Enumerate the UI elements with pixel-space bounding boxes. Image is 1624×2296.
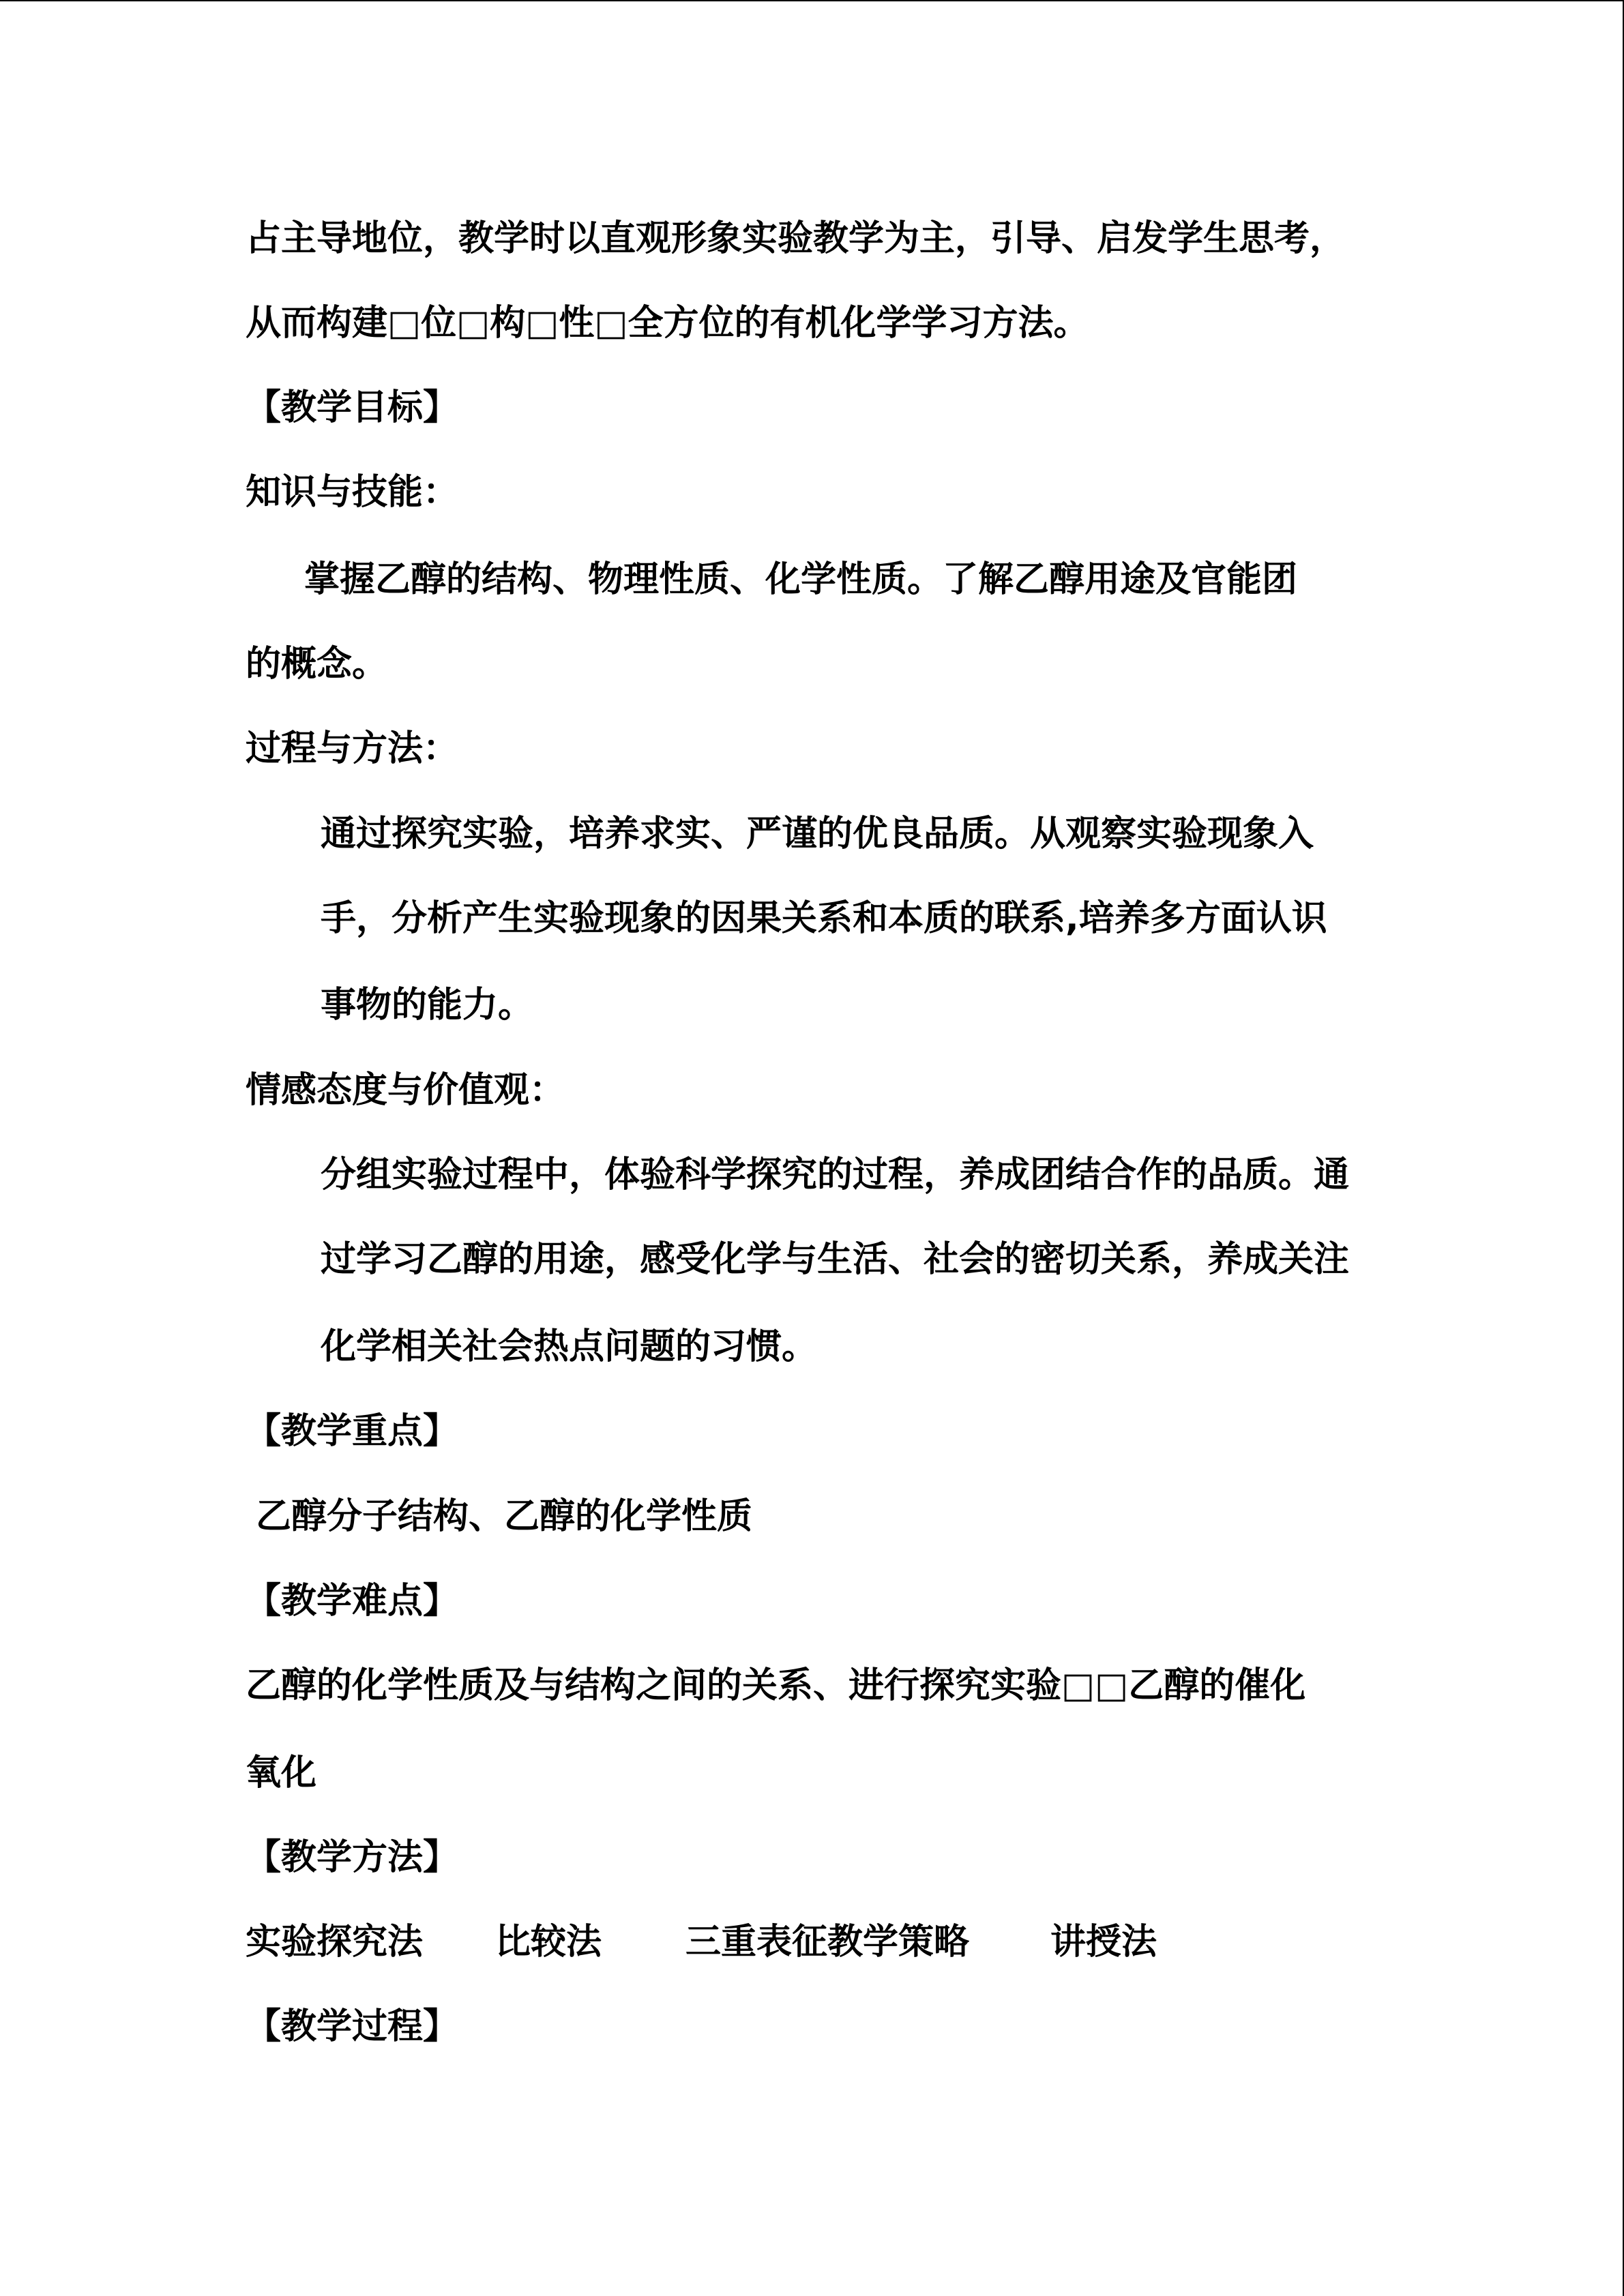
key-points-content: 乙醇分子结构、乙醇的化学性质 [256,1496,753,1537]
methods-heading: 【教学方法】 [246,1837,459,1878]
intro-line-2: 从而构建□位□构□性□全方位的有机化学学习方法。 [246,303,1089,344]
method-item: 讲授法 [1050,1922,1157,1963]
emotion-line-3: 化学相关社会热点问题的习惯。 [321,1326,818,1367]
difficulties-line-1: 乙醇的化学性质及与结构之间的关系、进行探究实验□□乙醇的催化 [246,1665,1306,1706]
process-line-1: 通过探究实验，培养求实、严谨的优良品质。从观察实验现象入 [321,814,1314,854]
teaching-process-heading: 【教学过程】 [246,2006,459,2047]
method-item: 比较法 [495,1922,602,1963]
method-item: 三重表征教学策略 [685,1922,970,1963]
teaching-goals-heading: 【教学目标】 [246,387,459,428]
difficulties-heading: 【教学难点】 [246,1581,459,1622]
emotion-line-2: 过学习乙醇的用途，感受化学与生活、社会的密切关系，养成关注 [321,1239,1350,1280]
knowledge-line-2: 的概念。 [246,644,388,685]
knowledge-line-1: 掌握乙醇的结构、物理性质、化学性质。了解乙醇用途及官能团 [304,559,1298,600]
process-line-3: 事物的能力。 [321,985,534,1026]
process-line-2: 手，分析产生实验现象的因果关系和本质的联系,培养多方面认识 [321,898,1327,939]
emotion-line-1: 分组实验过程中，体验科学探究的过程，养成团结合作的品质。通 [321,1154,1350,1195]
difficulties-line-2: 氧化 [246,1753,317,1793]
emotion-values-label: 情感态度与价值观： [246,1070,565,1111]
process-methods-label: 过程与方法： [246,728,459,769]
method-item: 实验探究法 [246,1922,424,1963]
knowledge-skills-label: 知识与技能： [246,472,459,513]
key-points-heading: 【教学重点】 [246,1411,459,1452]
intro-line-1: 占主导地位，教学时以直观形象实验教学为主，引导、启发学生思考， [246,218,1346,259]
